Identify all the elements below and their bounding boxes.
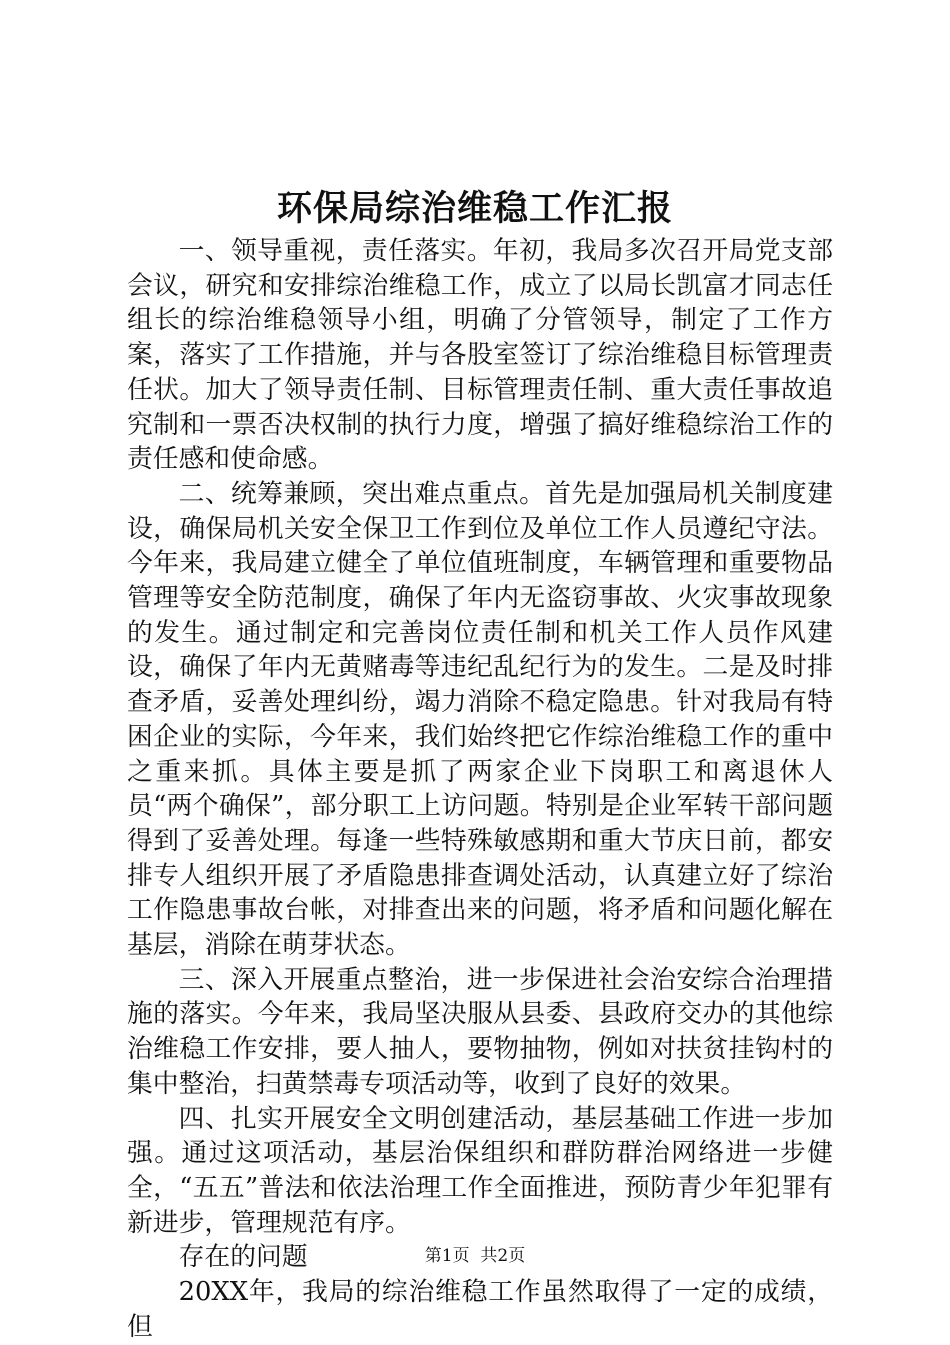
paragraph-3: 三、深入开展重点整治，进一步保进社会治安综合治理措施的落实。今年来，我局坚决服从县委、县政府交办的其他综治维稳工作安排，要人抽人，要物抽物，例如对扶贫挂钩村的集中整治，扫黄禁毒专项活动等，收到了良好的效果。 xyxy=(127,964,833,1099)
paragraph-5: 20XX年，我局的综治维稳工作虽然取得了一定的成绩，但 xyxy=(127,1277,833,1342)
document-body xyxy=(127,234,833,1345)
paragraph-2: 二、统筹兼顾，突出难点重点。首先是加强局机关制度建设，确保局机关安全保卫工作到位及单位工作人员遵纪守法。今年来，我局建立健全了单位值班制度，车辆管理和重要物品管理等安全防范制度，确保了年内无盗窃事故、火灾事故现象的发生。通过制定和完善岗位责任制和机关工作人员作风建设，确保了年内无黄赌毒等违纪乱纪行为的发生。二是及时排查矛盾，妥善处理纠纷，竭力消除不稳定隐患。针对我局有特困企业的实际，今年来，我们始终把它作综治维稳工作的重中之重来抓。具体主要是抓了两家企业下岗职工和离退休人员“两个确保”，部分职工上访问题。特别是企业军转干部问题得到了妥善处理。每逢一些特殊敏感期和重大节庆日前，都安排专人组织开展了矛盾隐患排查调处活动，认真建立好了综治工作隐患事故台帐，对排查出来的问题，将矛盾和问题化解在基层，消除在萌芽状态。 xyxy=(127,478,833,961)
page-footer xyxy=(0,1244,950,1268)
paragraph-4: 四、扎实开展安全文明创建活动，基层基础工作进一步加强。通过这项活动，基层治保组织和群防群治网络进一步健全，“五五”普法和依法治理工作全面推进，预防青少年犯罪有新进步，管理规范有序。 xyxy=(127,1103,833,1238)
page-number-label: 第1页 共2页 xyxy=(424,1246,526,1266)
paragraph-1: 一、领导重视，责任落实。年初，我局多次召开局党支部会议，研究和安排综治维稳工作，成立了以局长凯富才同志任组长的综治维稳领导小组，明确了分管领导，制定了工作方案，落实了工作措施，并与各股室签订了综治维稳目标管理责任状。加大了领导责任制、目标管理责任制、重大责任事故追究制和一票否决权制的执行力度，增强了搞好维稳综治工作的责任感和使命感。 xyxy=(127,236,833,475)
section-heading: 存在的问题 xyxy=(178,1242,308,1273)
document-title: 环保局综治维稳工作汇报 xyxy=(276,188,673,229)
